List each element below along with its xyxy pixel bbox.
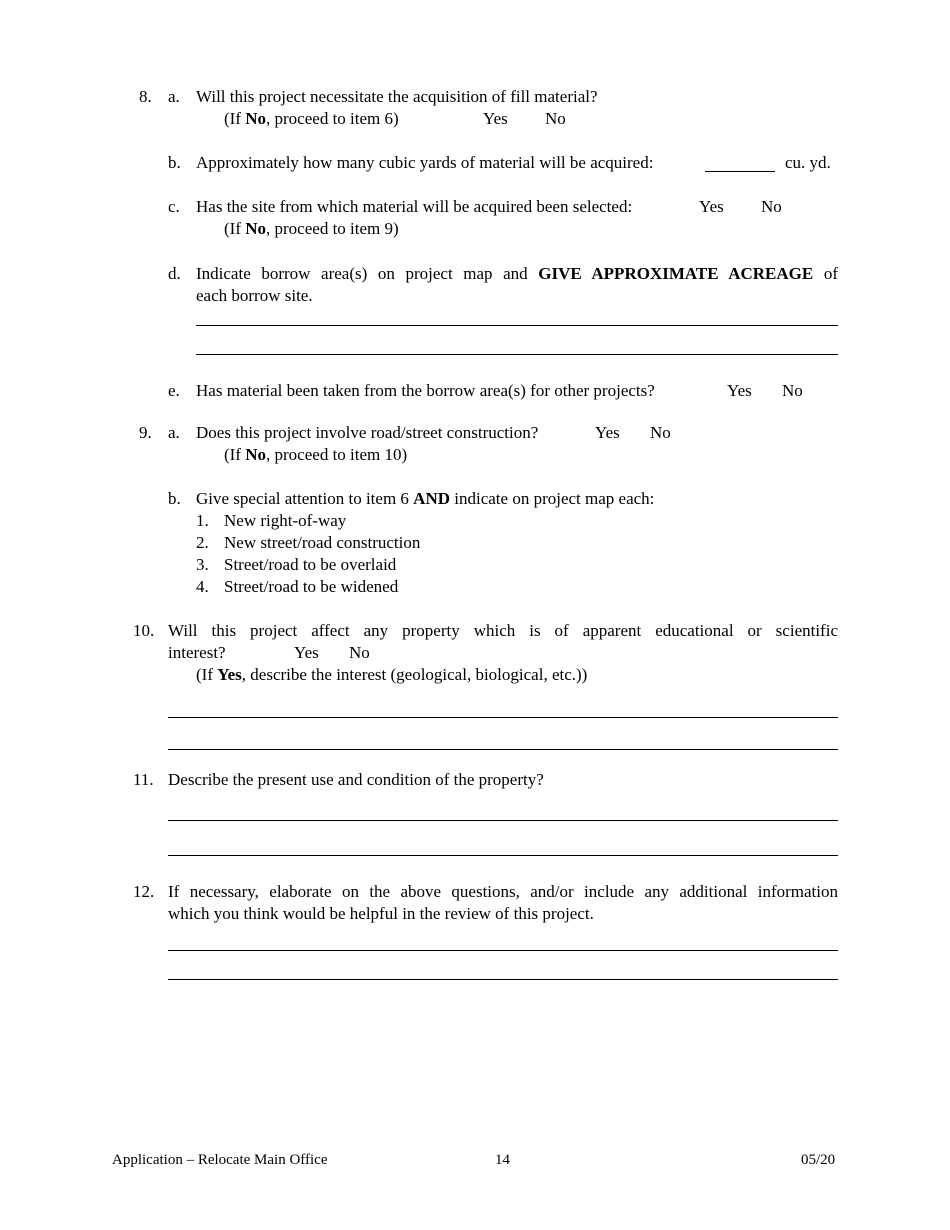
item-9b-letter: b. — [168, 489, 181, 508]
item-8b-question: Approximately how many cubic yards of material will be acquired: — [196, 153, 654, 172]
item-11-answer-line-1[interactable] — [168, 820, 838, 821]
item-9b-list-item: New right-of-way — [224, 511, 347, 530]
item-8d-answer-line-2[interactable] — [196, 354, 838, 355]
item-10-question-line2: interest? — [168, 643, 226, 662]
item-12-answer-line-2[interactable] — [168, 979, 838, 980]
item-8e-yes-option[interactable]: Yes — [727, 381, 752, 400]
item-9-number: 9. — [139, 423, 152, 442]
item-8b-cubic-yards-blank[interactable] — [705, 171, 775, 172]
item-8a-no-option[interactable]: No — [545, 109, 566, 128]
item-10-no-option[interactable]: No — [349, 643, 370, 662]
item-12-number: 12. — [133, 882, 155, 901]
item-9a-letter: a. — [168, 423, 180, 442]
item-8c-letter: c. — [168, 197, 180, 216]
item-10-note: (If Yes, describe the interest (geological, biological, etc.)) — [196, 665, 588, 684]
item-9a-no-option[interactable]: No — [650, 423, 671, 442]
item-8c-note: (If No, proceed to item 9) — [224, 219, 399, 238]
item-9b-list-number: 1. — [196, 511, 209, 530]
item-8b-unit: cu. yd. — [785, 153, 831, 172]
item-12-answer-line-1[interactable] — [168, 950, 838, 951]
item-8d-answer-line-1[interactable] — [196, 325, 838, 326]
item-8d-question-line2: each borrow site. — [196, 286, 313, 305]
item-8e-letter: e. — [168, 381, 180, 400]
item-8e-no-option[interactable]: No — [782, 381, 803, 400]
item-9b-list-number: 4. — [196, 577, 209, 596]
item-9a-yes-option[interactable]: Yes — [595, 423, 620, 442]
item-11-number: 11. — [133, 770, 154, 789]
item-8b-letter: b. — [168, 153, 181, 172]
item-8a-yes-option[interactable]: Yes — [483, 109, 508, 128]
item-9b-list-item: Street/road to be overlaid — [224, 555, 397, 574]
item-11-answer-line-2[interactable] — [168, 855, 838, 856]
item-8a-question: Will this project necessitate the acquisition of fill material? — [196, 87, 598, 106]
footer-page-number: 14 — [495, 1152, 510, 1168]
item-12-question-line1: If necessary, elaborate on the above questions, and/or include any additional information — [168, 882, 838, 901]
footer-revision-date: 05/20 — [801, 1152, 836, 1168]
item-9b-question: Give special attention to item 6 AND indicate on project map each: — [196, 489, 655, 508]
item-9b-list-item: Street/road to be widened — [224, 577, 399, 596]
item-8d-question-line1: Indicate borrow area(s) on project map and GIVE APPROXIMATE ACREAGE of — [196, 264, 839, 283]
item-10-answer-line-2[interactable] — [168, 749, 838, 750]
item-12-question-line2: which you think would be helpful in the review of this project. — [168, 904, 594, 923]
item-8c-no-option[interactable]: No — [761, 197, 782, 216]
item-10-answer-line-1[interactable] — [168, 717, 838, 718]
item-8a-letter: a. — [168, 87, 180, 106]
item-10-question-line1: Will this project affect any property which is of apparent educational or scientific — [168, 621, 838, 640]
item-9b-list-number: 3. — [196, 555, 209, 574]
item-8d-letter: d. — [168, 264, 181, 283]
item-8c-question: Has the site from which material will be acquired been selected: — [196, 197, 633, 216]
item-9a-note: (If No, proceed to item 10) — [224, 445, 408, 464]
item-8-number: 8. — [139, 87, 152, 106]
item-8c-yes-option[interactable]: Yes — [699, 197, 724, 216]
footer-document-title: Application – Relocate Main Office — [112, 1152, 328, 1168]
item-9b-list-item: New street/road construction — [224, 533, 421, 552]
item-11-question: Describe the present use and condition of the property? — [168, 770, 544, 789]
item-10-number: 10. — [133, 621, 155, 640]
item-10-yes-option[interactable]: Yes — [294, 643, 319, 662]
item-8a-note: (If No, proceed to item 6) — [224, 109, 399, 128]
item-9a-question: Does this project involve road/street construction? — [196, 423, 539, 442]
item-8e-question: Has material been taken from the borrow area(s) for other projects? — [196, 381, 655, 400]
item-9b-list-number: 2. — [196, 533, 209, 552]
